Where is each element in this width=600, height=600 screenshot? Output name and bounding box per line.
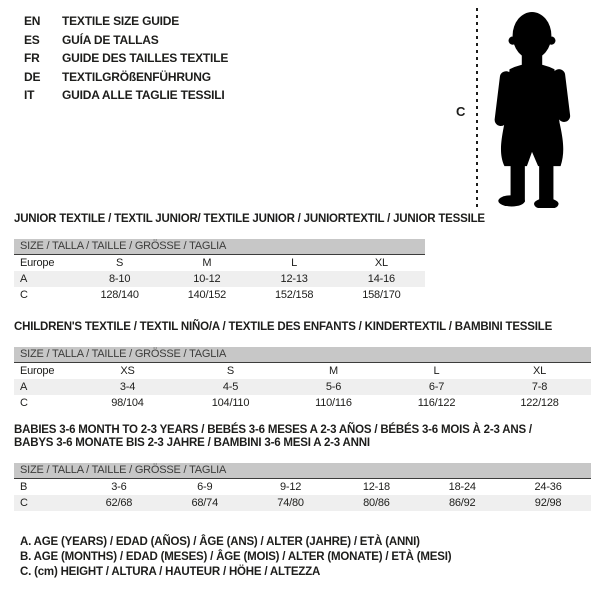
footnote: A. AGE (YEARS) / EDAD (AÑOS) / ÂGE (ANS) / ALTER (JAHRE) / ETÀ (ANNI) [20,536,420,548]
baby-silhouette-icon [491,10,573,208]
height-cell: 92/98 [534,497,562,509]
language-row [24,12,228,31]
row-label: C [20,289,28,301]
table-title: BABYS 3-6 MONATE BIS 2-3 JAHRE / BAMBINI 3-6 MESI A 2-3 ANNI [14,437,370,449]
height-cell: 104/110 [211,397,250,409]
age-cell: 10-12 [193,273,221,285]
size-cell: L [433,365,440,377]
height-cell: 68/74 [191,497,218,509]
table-row [14,395,591,411]
babies-textile-table [14,424,591,511]
age-cell: 18-24 [448,481,476,493]
language-code: FR [24,51,40,65]
height-cell: 116/122 [417,397,456,409]
table-row [14,287,425,303]
height-cell: 158/170 [362,289,401,301]
table-row [14,379,591,395]
age-cell: 6-7 [428,381,445,393]
language-label: TEXTILE SIZE GUIDE [62,14,180,28]
footnotes [20,535,451,580]
row-label: Europe [20,365,55,377]
table-title: JUNIOR TEXTILE / TEXTIL JUNIOR/ TEXTILE JUNIOR / JUNIORTEXTIL / JUNIOR TESSILE [14,213,485,225]
age-cell: 14-16 [367,273,395,285]
table-row [14,495,591,511]
height-cell: 98/104 [111,397,144,409]
footnote: C. (cm) HEIGHT / ALTURA / HAUTEUR / HÖHE / ALTEZZA [20,566,321,578]
language-label: GUIDE DES TAILLES TEXTILE [62,51,229,65]
size-header-bar: SIZE / TALLA / TAILLE / GRÖSSE / TAGLIA [14,239,425,255]
age-cell: 24-36 [534,481,562,493]
table-title: CHILDREN'S TEXTILE / TEXTIL NIÑO/A / TEXTILE DES ENFANTS / KINDERTEXTIL / BAMBINI TESSILE [14,321,553,333]
height-cell: 62/68 [105,497,133,509]
size-header-bar: SIZE / TALLA / TAILLE / GRÖSSE / TAGLIA [14,347,591,363]
age-cell: 3-4 [119,381,136,393]
row-label: C [20,497,28,509]
table-row [14,271,425,287]
size-header-bar: SIZE / TALLA / TAILLE / GRÖSSE / TAGLIA [14,463,591,479]
height-cell: 128/140 [100,289,139,301]
height-cell: 110/116 [315,397,352,409]
height-cell: 122/128 [520,397,559,409]
language-label: TEXTILGRÖßENFÜHRUNG [62,69,211,84]
language-label: GUIDA ALLE TAGLIE TESSILI [62,88,225,102]
size-cell: M [329,365,338,377]
age-cell: 7-8 [531,381,548,393]
height-measure-label: C [456,104,466,119]
language-row [24,49,228,68]
age-cell: 5-6 [325,381,342,393]
table-row [14,363,591,379]
row-label: B [20,481,28,493]
language-row [24,86,228,105]
size-cell: XS [120,365,135,377]
height-cell: 80/86 [363,497,390,509]
junior-textile-table [14,213,485,303]
size-cell: L [291,257,298,269]
height-cell: 86/92 [448,497,476,509]
size-cell: S [226,365,235,377]
row-label: A [20,273,28,285]
table-row [14,255,425,271]
age-cell: 4-5 [222,381,239,393]
language-label: GUÍA DE TALLAS [62,32,159,47]
row-label: Europe [20,257,55,269]
language-code: IT [24,88,35,102]
language-row [24,31,228,50]
size-cell: M [202,257,212,269]
age-cell: 8-10 [109,273,131,285]
language-code: DE [24,69,41,84]
age-cell: 9-12 [279,481,302,493]
language-row [24,68,228,87]
age-cell: 6-9 [197,481,213,493]
age-cell: 12-18 [362,481,390,493]
height-cell: 74/80 [277,497,304,509]
children-textile-table [14,321,591,411]
table-row [14,479,591,495]
language-code: EN [24,14,41,28]
size-cell: XL [532,365,547,377]
height-cell: 140/152 [187,289,227,301]
size-cell: XL [374,257,388,269]
language-code: ES [24,32,40,47]
size-cell: S [116,257,124,269]
table-title: BABIES 3-6 MONTH TO 2-3 YEARS / BEBÉS 3-6 MESES A 2-3 AÑOS / BÉBÉS 3-6 MOIS À 2-3 ANS / [14,424,532,436]
height-cell: 152/158 [274,289,314,301]
row-label: A [20,381,28,393]
height-measure-dotted-line [476,8,478,209]
age-cell: 12-13 [280,273,308,285]
row-label: C [20,397,28,409]
footnote: B. AGE (MONTHS) / EDAD (MESES) / ÂGE (MOIS) / ALTER (MONATE) / ETÀ (MESI) [20,551,452,563]
language-list [24,12,228,105]
age-cell: 3-6 [111,481,127,493]
